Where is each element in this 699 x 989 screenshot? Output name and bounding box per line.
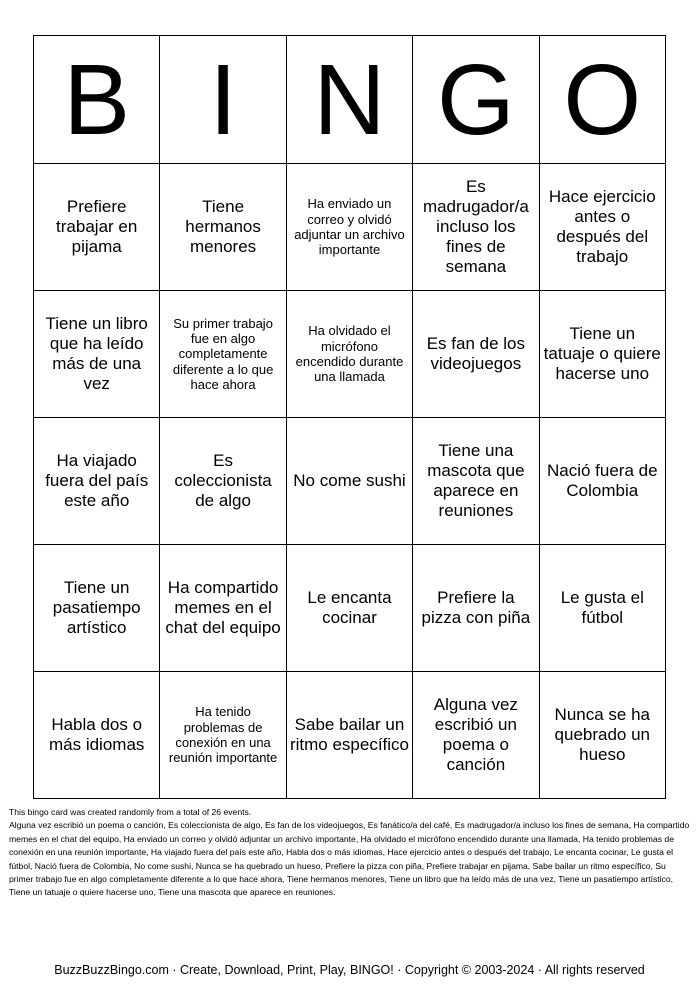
bingo-row	[34, 164, 666, 291]
bingo-cell: Es madrugador/a incluso los fines de semana	[413, 164, 539, 291]
bingo-row	[34, 291, 666, 418]
bingo-cell: Alguna vez escribió un poema o canción	[413, 672, 539, 799]
bingo-row	[34, 545, 666, 672]
bingo-row	[34, 672, 666, 799]
header-letter-b: B	[34, 36, 160, 164]
bingo-cell: Habla dos o más idiomas	[34, 672, 160, 799]
bingo-cell: Tiene hermanos menores	[160, 164, 286, 291]
bingo-cell: Prefiere trabajar en pijama	[34, 164, 160, 291]
bingo-row	[34, 418, 666, 545]
bingo-header-row	[34, 36, 666, 164]
bingo-cell: Nació fuera de Colombia	[539, 418, 665, 545]
header-letter-o: O	[539, 36, 665, 164]
bingo-cell: Su primer trabajo fue en algo completamente diferente a lo que hace ahora	[160, 291, 286, 418]
event-count-note: This bingo card was created randomly from a total of 26 events.	[9, 807, 252, 817]
bingo-cell: Es fan de los videojuegos	[413, 291, 539, 418]
bingo-cell: Sabe bailar un ritmo específico	[286, 672, 412, 799]
bingo-cell: Ha olvidado el micrófono encendido durante una llamada	[286, 291, 412, 418]
header-letter-g: G	[413, 36, 539, 164]
bingo-cell: No come sushi	[286, 418, 412, 545]
bingo-cell: Ha compartido memes en el chat del equipo	[160, 545, 286, 672]
bingo-card	[33, 35, 666, 799]
bingo-cell: Es coleccionista de algo	[160, 418, 286, 545]
bingo-cell: Tiene una mascota que aparece en reuniones	[413, 418, 539, 545]
bingo-cell: Tiene un tatuaje o quiere hacerse uno	[539, 291, 665, 418]
card-footer-text	[9, 806, 691, 900]
bingo-cell: Le gusta el fútbol	[539, 545, 665, 672]
bingo-cell: Ha tenido problemas de conexión en una reunión importante	[160, 672, 286, 799]
bingo-cell: Hace ejercicio antes o después del trabajo	[539, 164, 665, 291]
bingo-cell: Nunca se ha quebrado un hueso	[539, 672, 665, 799]
copyright-line: BuzzBuzzBingo.com · Create, Download, Print, Play, BINGO! · Copyright © 2003-2024 · All rights reserved	[54, 963, 645, 977]
bingo-cell: Prefiere la pizza con piña	[413, 545, 539, 672]
bingo-cell: Tiene un libro que ha leído más de una vez	[34, 291, 160, 418]
bingo-cell: Le encanta cocinar	[286, 545, 412, 672]
bingo-cell: Ha enviado un correo y olvidó adjuntar un archivo importante	[286, 164, 412, 291]
header-letter-n: N	[286, 36, 412, 164]
header-letter-i: I	[160, 36, 286, 164]
event-list: Alguna vez escribió un poema o canción, Es coleccionista de algo, Es fan de los videojuegos, Es fanático/a del café, Es madrugador/a incluso los fines de semana, Ha compartido memes en el chat del equipo, Ha enviado un correo y olvidó adjuntar un archivo importante, Ha olvidado el micrófono encendido durante una llamada, Ha tenido problemas de conexión en una reunión importante, Ha viajado fuera del país este año, Habla dos o más idiomas, Hace ejercicio antes o después del trabajo, Le encanta cocinar, Le gusta el fútbol, Nació fuera de Colombia, No come sushi, Nunca se ha quebrado un hueso, Prefiere la pizza con piña, Prefiere trabajar en pijama, Sabe bailar un ritmo específico, Su primer trabajo fue en algo completamente diferente a lo que hace ahora, Tiene hermanos menores, Tiene un libro que ha leído más de una vez, Tiene un pasatiempo artístico, Tiene un tatuaje o quiere hacerse uno, Tiene una mascota que aparece en reuniones.	[9, 820, 690, 898]
bingo-cell: Tiene un pasatiempo artístico	[34, 545, 160, 672]
bingo-cell: Ha viajado fuera del país este año	[34, 418, 160, 545]
